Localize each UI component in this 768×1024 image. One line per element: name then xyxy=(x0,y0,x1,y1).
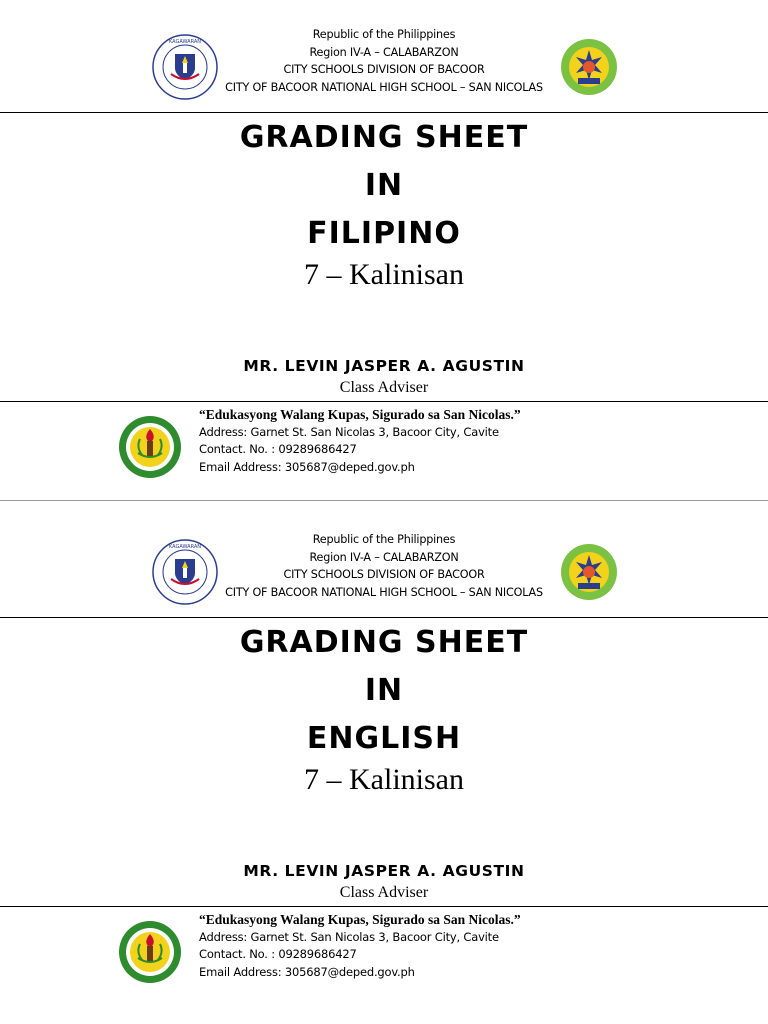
teacher-name: MR. LEVIN JASPER A. AGUSTIN xyxy=(243,862,525,880)
school-line: CITY OF BACOOR NATIONAL HIGH SCHOOL – SAN NICOLAS xyxy=(225,585,543,599)
letterhead xyxy=(0,26,768,96)
school-address: Address: Garnet St. San Nicolas 3, Bacoor City, Cavite xyxy=(199,929,499,944)
grading-sheet-cover-english xyxy=(0,505,768,1017)
division-line: CITY SCHOOLS DIVISION OF BACOOR xyxy=(283,63,485,76)
republic-line: Republic of the Philippines xyxy=(312,28,456,41)
footer-divider xyxy=(0,906,768,907)
republic-line: Republic of the Philippines xyxy=(312,533,456,546)
title-line-1: GRADING SHEET xyxy=(239,625,529,660)
school-contact-number: Contact. No. : 09289686427 xyxy=(199,442,357,457)
school-motto: “Edukasyong Walang Kupas, Sigurado sa San Nicolas.” xyxy=(199,912,521,927)
teacher-name: MR. LEVIN JASPER A. AGUSTIN xyxy=(243,357,525,375)
header-divider xyxy=(0,112,768,113)
school-address: Address: Garnet St. San Nicolas 3, Bacoor City, Cavite xyxy=(199,424,499,439)
teacher-role: Class Adviser xyxy=(339,884,429,901)
footer-divider xyxy=(0,401,768,402)
school-motto: “Edukasyong Walang Kupas, Sigurado sa San Nicolas.” xyxy=(199,407,521,422)
subject-title: FILIPINO xyxy=(307,216,461,251)
school-seal-icon xyxy=(118,415,182,479)
region-line: Region IV-A – CALABARZON xyxy=(309,45,459,59)
region-line: Region IV-A – CALABARZON xyxy=(309,550,459,564)
school-line: CITY OF BACOOR NATIONAL HIGH SCHOOL – SAN NICOLAS xyxy=(225,80,543,94)
letterhead xyxy=(0,531,768,601)
header-divider xyxy=(0,617,768,618)
sheet-bottom-divider xyxy=(0,500,768,501)
school-email: Email Address: 305687@deped.gov.ph xyxy=(199,964,415,979)
section-label: 7 – Kalinisan xyxy=(304,763,464,796)
subject-title: ENGLISH xyxy=(306,721,462,756)
school-contact-block xyxy=(199,911,521,981)
title-line-1: GRADING SHEET xyxy=(239,120,529,155)
svg-text:KAGAWARAN: KAGAWARAN xyxy=(168,544,202,550)
division-line: CITY SCHOOLS DIVISION OF BACOOR xyxy=(283,568,485,581)
title-line-2: IN xyxy=(364,673,404,708)
svg-text:KAGAWARAN: KAGAWARAN xyxy=(168,39,202,45)
school-seal-icon xyxy=(118,920,182,984)
section-label: 7 – Kalinisan xyxy=(304,258,464,291)
teacher-role: Class Adviser xyxy=(339,379,429,396)
school-contact-number: Contact. No. : 09289686427 xyxy=(199,947,357,962)
school-contact-block xyxy=(199,406,521,476)
title-line-2: IN xyxy=(364,168,404,203)
school-email: Email Address: 305687@deped.gov.ph xyxy=(199,459,415,474)
